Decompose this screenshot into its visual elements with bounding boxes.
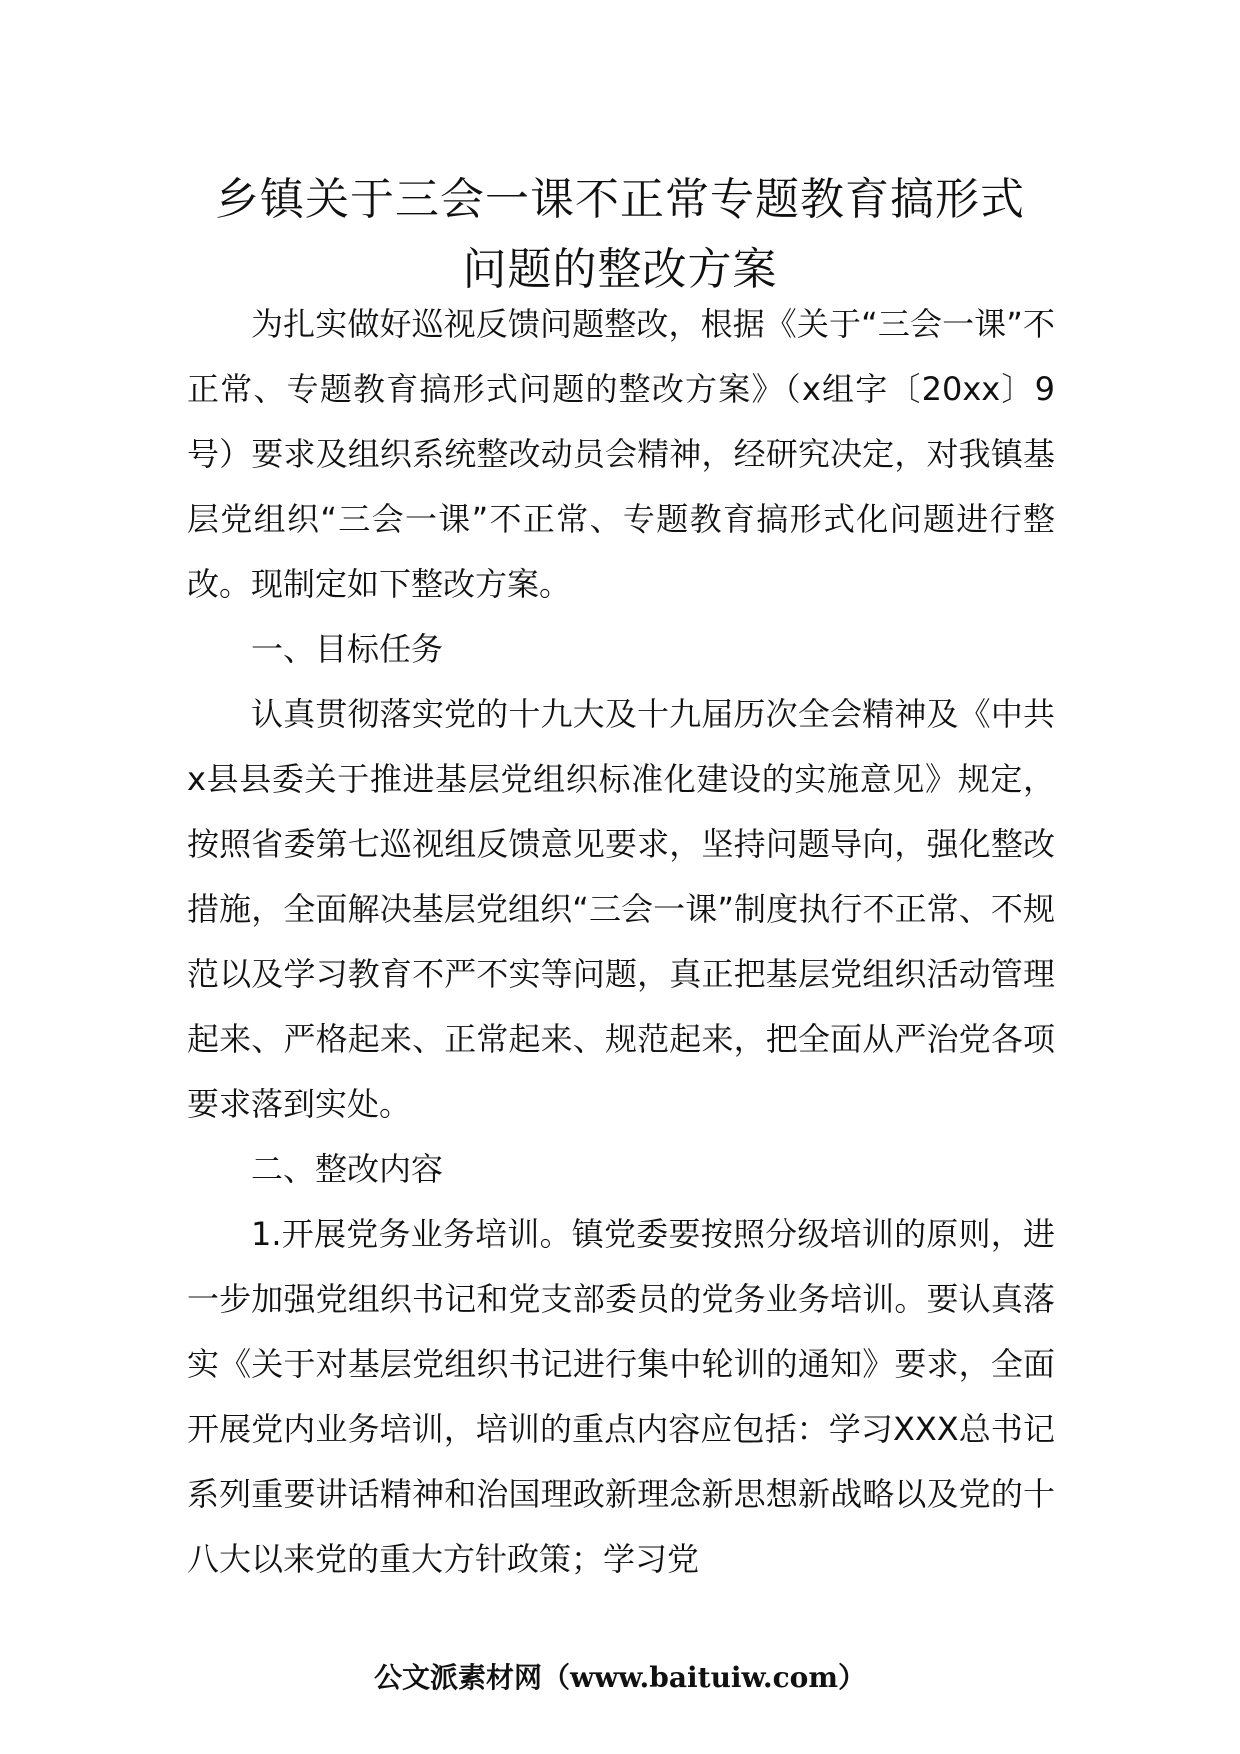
section-heading-goals: 一、目标任务: [251, 630, 444, 668]
paragraph-intro: 为扎实做好巡视反馈问题整改，根据《关于“三会一课”不正常、专题教育搞形式问题的整改方案》（x组字〔20xx〕9号）要求及组织系统整改动员会精神，经研究决定，对我镇基层党组织“三会一课”不正常、专题教育搞形式化问题进行整改。现制定如下整改方案。: [187, 305, 1055, 603]
document-body: [187, 292, 1055, 1592]
document-title-line-2: 问题的整改方案: [462, 244, 778, 295]
source-watermark: 公文派素材网（www.baituiw.com）: [374, 1661, 866, 1694]
paragraph-goals: 认真贯彻落实党的十九大及十九届历次全会精神及《中共x县县委关于推进基层党组织标准化建设的实施意见》规定，按照省委第七巡视组反馈意见要求，坚持问题导向，强化整改措施，全面解决基层党组织“三会一课”制度执行不正常、不规范以及学习教育不严不实等问题，真正把基层党组织活动管理起来、严格起来、正常起来、规范起来，把全面从严治党各项要求落到实处。: [187, 695, 1055, 1123]
section-heading-content: 二、整改内容: [251, 1150, 444, 1188]
document-title-line-1: 乡镇关于三会一课不正常专题教育搞形式: [215, 174, 1025, 225]
paragraph-item-1: 1.开展党务业务培训。镇党委要按照分级培训的原则，进一步加强党组织书记和党支部委员的党务业务培训。要认真落实《关于对基层党组织书记进行集中轮训的通知》要求，全面开展党内业务培训，培训的重点内容应包括：学习XXX总书记系列重要讲话精神和治国理政新理念新思想新战略以及党的十八大以来党的重大方针政策；学习党: [187, 1215, 1055, 1578]
